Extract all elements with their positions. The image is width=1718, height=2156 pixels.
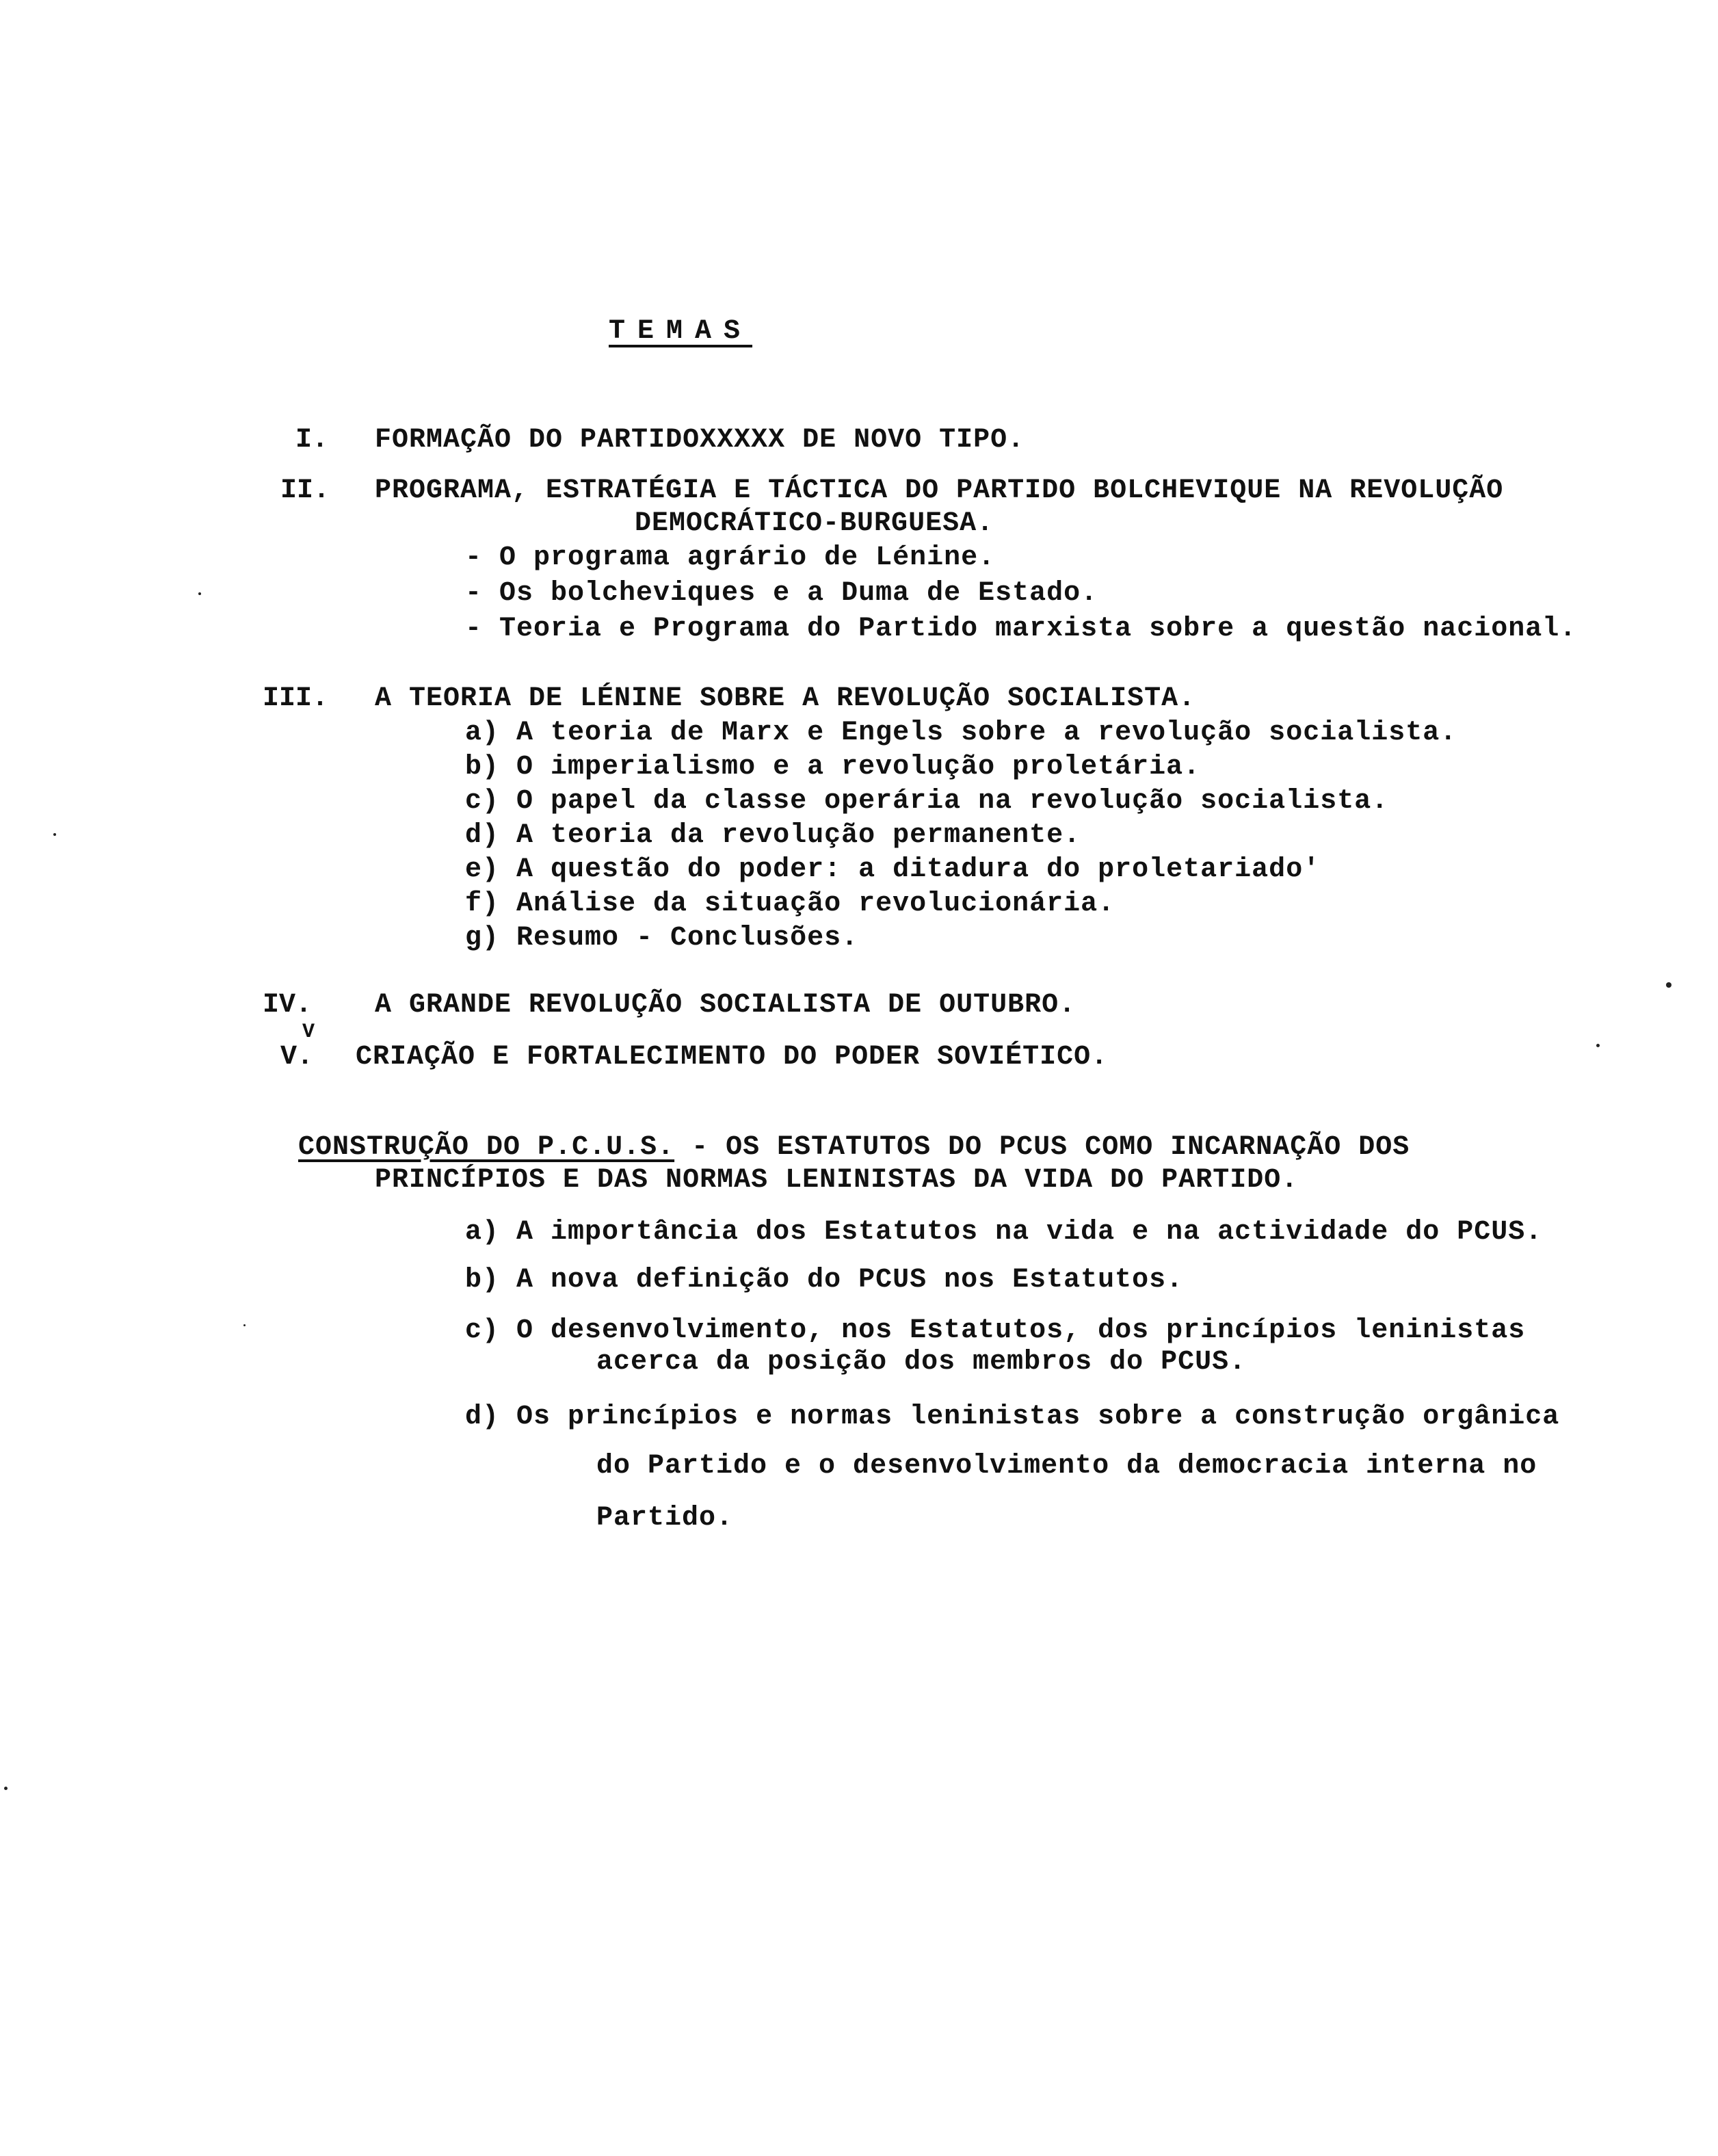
- scan-speck: [198, 592, 201, 595]
- section-vi-item-d-line2: do Partido e o desenvolvimento da democracia interna no: [596, 1451, 1537, 1482]
- section-ii-numeral: II.: [280, 475, 330, 506]
- section-vi-heading-line2: PRINCÍPIOS E DAS NORMAS LENINISTAS DA VIDA DO PARTIDO.: [375, 1165, 1299, 1196]
- section-i-text-after: DE NOVO TIPO.: [785, 425, 1025, 456]
- section-iii-item: g) Resumo - Conclusões.: [465, 923, 859, 954]
- section-vi-item-c-line2: acerca da posição dos membros do PCUS.: [596, 1347, 1247, 1378]
- section-vi-item-a: a) A importância dos Estatutos na vida e na actividade do PCUS.: [465, 1217, 1543, 1248]
- section-ii-heading-line2: DEMOCRÁTICO-BURGUESA.: [635, 508, 994, 539]
- section-i-text-before: FORMAÇÃO DO PARTIDO: [375, 425, 700, 456]
- section-ii-heading-line1: PROGRAMA, ESTRATÉGIA E TÁCTICA DO PARTIDO BOLCHEVIQUE NA REVOLUÇÃO: [375, 475, 1504, 506]
- section-ii-item: - Os bolcheviques e a Duma de Estado.: [465, 578, 1098, 609]
- section-vi-item-d-line3: Partido.: [596, 1503, 734, 1534]
- section-iii-heading: A TEORIA DE LÉNINE SOBRE A REVOLUÇÃO SOCIALISTA.: [375, 683, 1196, 714]
- section-v-handwritten-mark: V: [302, 1021, 315, 1044]
- scan-speck: [53, 833, 56, 836]
- page-title: TEMAS: [609, 316, 753, 347]
- section-ii-item: - O programa agrário de Lénine.: [465, 542, 996, 573]
- scan-speck: [1596, 1044, 1600, 1047]
- section-vi-underlined-title: CONSTRUÇÃO DO P.C.U.S.: [298, 1132, 675, 1163]
- section-iii-item: e) A questão do poder: a ditadura do proletariado': [465, 854, 1321, 885]
- section-vi-item-c-line1: c) O desenvolvimento, nos Estatutos, dos princípios leninistas: [465, 1315, 1526, 1346]
- section-iii-numeral: III.: [263, 683, 329, 714]
- section-vi-heading-line1: [298, 1131, 1410, 1164]
- section-v-heading: CRIAÇÃO E FORTALECIMENTO DO PODER SOVIÉTICO.: [356, 1042, 1109, 1073]
- section-v-numeral: V.: [280, 1042, 314, 1073]
- section-iii-item: c) O papel da classe operária na revolução socialista.: [465, 786, 1389, 817]
- section-iii-item: d) A teoria da revolução permanente.: [465, 820, 1081, 851]
- section-i-heading: [375, 424, 1025, 457]
- section-iii-item: f) Análise da situação revolucionária.: [465, 889, 1115, 919]
- scan-speck: [1666, 982, 1671, 988]
- section-ii-item: - Teoria e Programa do Partido marxista sobre a questão nacional.: [465, 614, 1577, 644]
- scan-speck: [243, 1324, 246, 1326]
- section-iv-heading: A GRANDE REVOLUÇÃO SOCIALISTA DE OUTUBRO.: [375, 990, 1076, 1021]
- section-iii-item: b) O imperialismo e a revolução proletária.: [465, 752, 1201, 783]
- scan-speck: [4, 1787, 8, 1790]
- section-iv-numeral: IV.: [263, 990, 313, 1021]
- section-iii-item: a) A teoria de Marx e Engels sobre a revolução socialista.: [465, 718, 1457, 748]
- section-vi-item-b: b) A nova definição do PCUS nos Estatutos.: [465, 1265, 1184, 1296]
- section-vi-item-d-line1: d) Os princípios e normas leninistas sobre a construção orgânica: [465, 1402, 1560, 1432]
- section-i-struck-text: XXXXX: [700, 425, 786, 456]
- section-i-numeral: I.: [295, 425, 329, 456]
- section-vi-heading-rest: - OS ESTATUTOS DO PCUS COMO INCARNAÇÃO DOS: [674, 1132, 1410, 1163]
